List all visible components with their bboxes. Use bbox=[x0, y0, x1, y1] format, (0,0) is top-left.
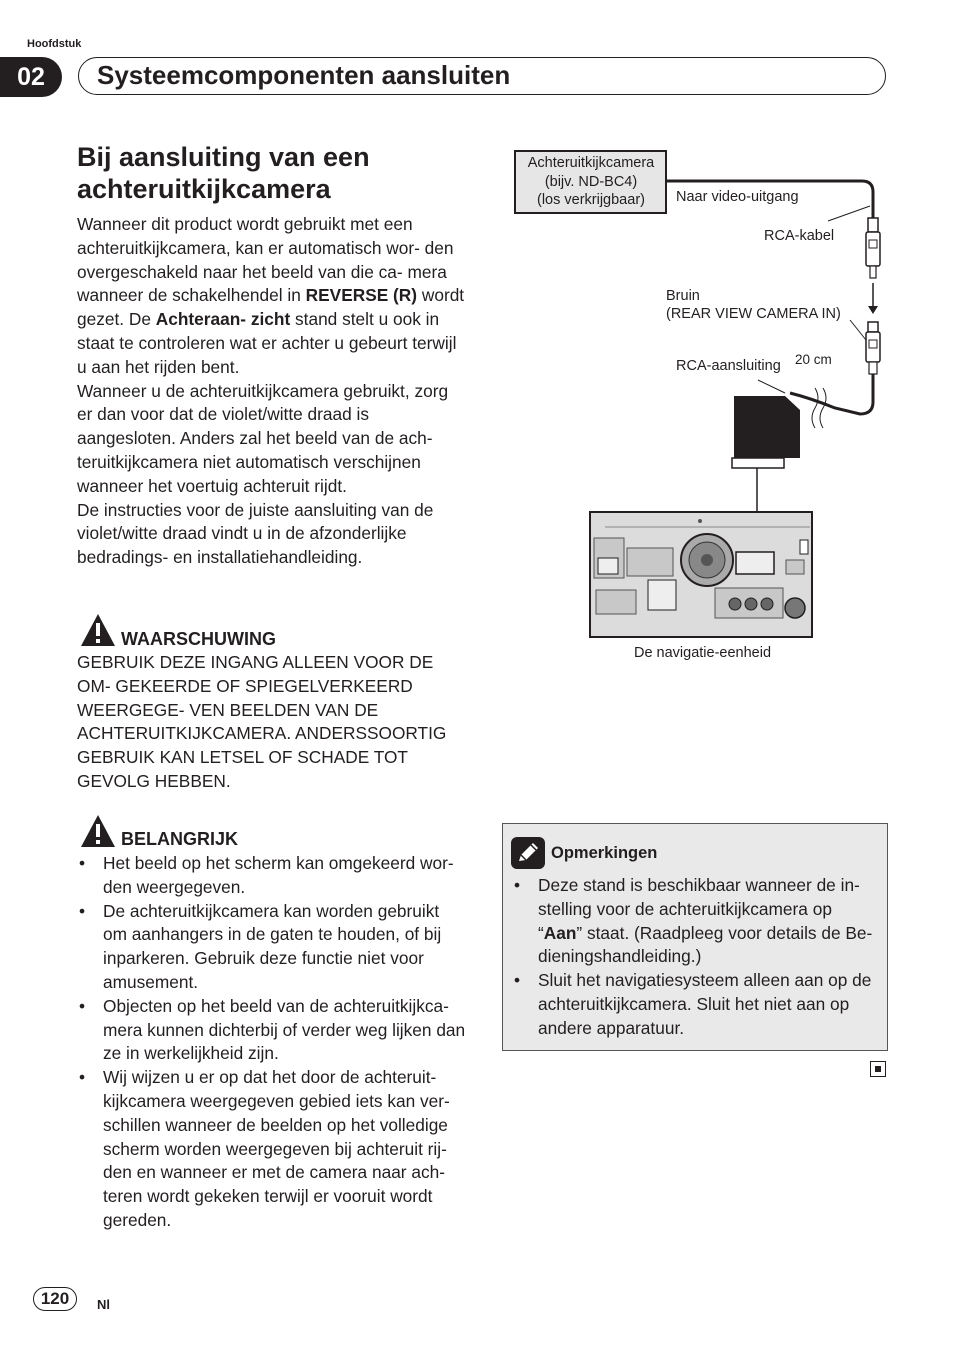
intro-p1-text-c: stand stelt u ook in staat te controleren wat er achter u gebeurt terwijl u aan het rijden bent. bbox=[77, 309, 457, 377]
pencil-icon bbox=[511, 837, 545, 874]
brown-wire-label bbox=[666, 287, 841, 323]
end-mark-icon bbox=[870, 1061, 886, 1077]
list-item: • De achteruitkijkcamera kan worden gebruikt om aanhangers in de gaten te houden, of bij inparkeren. Gebruik deze functie niet voor amusement. bbox=[77, 900, 467, 995]
chapter-title: Systeemcomponenten aansluiten bbox=[97, 60, 511, 90]
camera-label-line2: (bijv. ND-BC4) bbox=[544, 173, 638, 190]
navigation-unit-rear bbox=[590, 512, 812, 637]
length-label: 20 cm bbox=[795, 352, 832, 367]
notes-heading: Opmerkingen bbox=[551, 844, 658, 862]
page-number: 120 bbox=[33, 1287, 77, 1311]
intro-p1-text-a: Wanneer dit product wordt gebruikt met een achteruitkijkcamera, kan er automatisch wor- den overgeschakeld naar het beeld van die ca- mera wanneer de schakelhendel in bbox=[77, 214, 454, 306]
intro-p1-bold-view: Achteraan- zicht bbox=[155, 309, 291, 330]
intro-p1-bold-reverse: REVERSE (R) bbox=[305, 285, 418, 306]
intro-p1-text-b: wordt gezet. De bbox=[77, 285, 465, 330]
harness-connector bbox=[734, 396, 800, 458]
important-list bbox=[77, 852, 467, 1233]
warning-heading: WAARSCHUWING bbox=[121, 629, 276, 649]
chapter-label: Hoofdstuk bbox=[27, 38, 82, 50]
chapter-number: 02 bbox=[0, 57, 62, 97]
language-code: Nl bbox=[97, 1297, 110, 1312]
brown-wire-label-line1: Bruin bbox=[666, 288, 700, 304]
intro-paragraph-1 bbox=[77, 213, 467, 380]
warning-icon bbox=[80, 613, 116, 652]
list-item bbox=[512, 874, 878, 969]
connection-diagram-drawing bbox=[510, 140, 890, 670]
navigation-unit-label: De navigatie-eenheid bbox=[633, 645, 772, 661]
list-item: • Wij wijzen u er op dat het door de achteruit- kijkcamera weergegeven gebied iets kan ver- schillen wanneer de beelden op het volledige scherm worden weergegeven bij achteruit rij- den en wanneer er met de camera naar ach- teren wordt gekeken terwijl er vooruit wordt gereden. bbox=[77, 1066, 467, 1233]
camera-label-line1: Achteruitkijkcamera bbox=[527, 155, 655, 171]
video-out-label: Naar video-uitgang bbox=[676, 189, 799, 205]
important-warning-icon bbox=[80, 814, 116, 853]
intro-text bbox=[77, 213, 467, 570]
warning-text: GEBRUIK DEZE INGANG ALLEEN VOOR DE OM- GEKEERDE OF SPIEGELVERKEERD WEERGEGE- VEN BEELDEN VAN DE ACHTERUITKIJKCAMERA. ANDERSSOORTIG GEBRUIK KAN LETSEL OF SCHADE TOT GEVOLG HEBBEN. bbox=[77, 652, 447, 791]
intro-paragraph-3: De instructies voor de juiste aansluiting van de violet/witte draad vindt u in de afzonderlijke bedradings- en installatiehandleiding. bbox=[77, 499, 434, 568]
list-item: • Objecten op het beeld van de achteruitkijkca- mera kunnen dichterbij of verder weg lijken dan ze in werkelijkheid zijn. bbox=[77, 995, 467, 1066]
rca-plug-upper bbox=[866, 218, 880, 278]
intro-paragraph-2: Wanneer u de achteruitkijkcamera gebruikt, zorg er dan voor dat de violet/witte draad is aangesloten. Anders zal het beeld van de ach- teruitkijkcamera niet automatisch verschijnen wanneer het voertuig achteruit rijdt. bbox=[77, 380, 449, 496]
notes-list bbox=[512, 874, 878, 1041]
camera-label bbox=[518, 154, 664, 210]
note-1-text-b: ” staat. (Raadpleeg voor details de Be- dieningshandleiding.) bbox=[538, 922, 873, 967]
section-title-line1: Bij aansluiting van een bbox=[77, 142, 370, 172]
note-1-bold: Aan bbox=[543, 922, 577, 943]
camera-label-line3: (los verkrijgbaar) bbox=[537, 192, 645, 208]
important-heading: BELANGRIJK bbox=[121, 829, 239, 849]
list-item: • Het beeld op het scherm kan omgekeerd wor- den weergegeven. bbox=[77, 852, 467, 900]
note-1-text-a: Deze stand is beschikbaar wanneer de in- stelling voor de achteruitkijkcamera op “ bbox=[538, 875, 860, 943]
section-title bbox=[77, 141, 477, 205]
rca-cable-label: RCA-kabel bbox=[764, 228, 835, 244]
section-title-line2: achteruitkijkcamera bbox=[77, 174, 331, 204]
connection-diagram bbox=[510, 140, 890, 670]
rca-jack-lower bbox=[866, 322, 880, 374]
rca-jack-label: RCA-aansluiting bbox=[676, 358, 781, 374]
list-item: • Sluit het navigatiesysteem alleen aan op de achteruitkijkcamera. Sluit het niet aan op andere apparatuur. bbox=[512, 969, 878, 1040]
brown-wire-label-line2: (REAR VIEW CAMERA IN) bbox=[666, 306, 841, 322]
